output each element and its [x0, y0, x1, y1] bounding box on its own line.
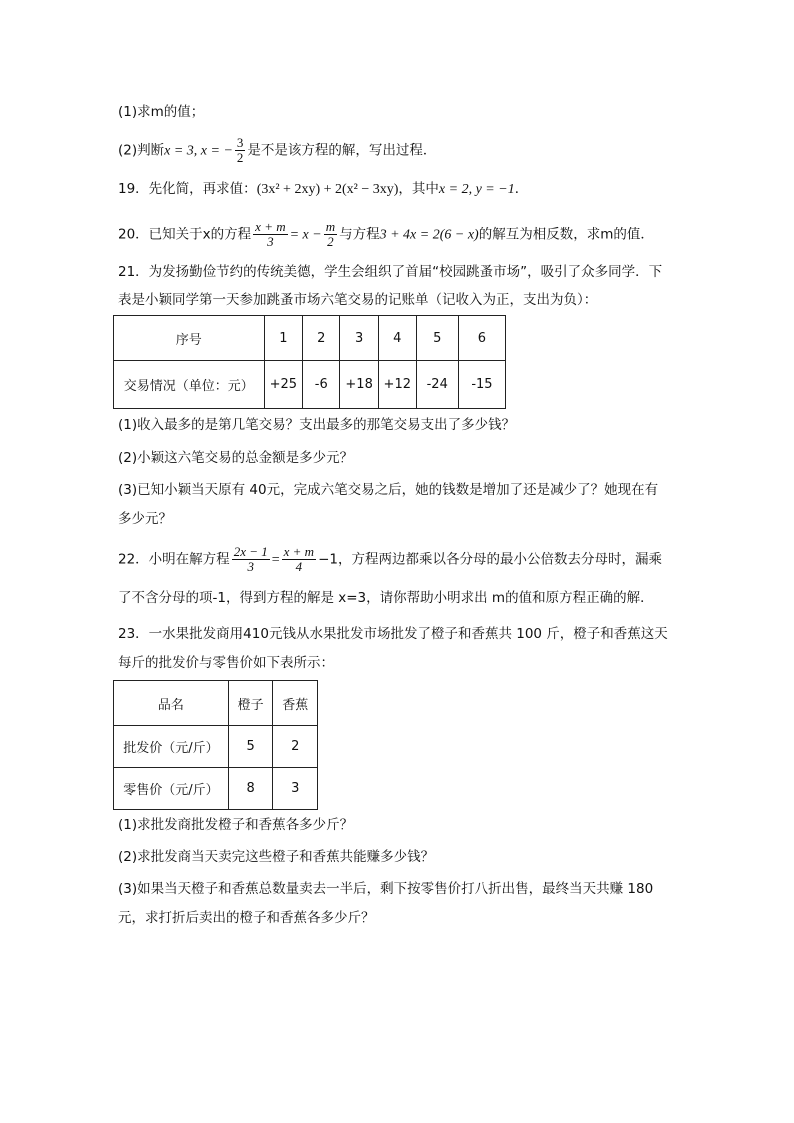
- header-num-cell: 2: [303, 316, 340, 361]
- fruit-table-row: [114, 726, 318, 768]
- q22-fraction-2: [282, 545, 316, 574]
- q20: [118, 220, 654, 249]
- q20-post: 的解互为相反数，求m的值．: [478, 226, 654, 243]
- fruit-header-cell: 品名: [114, 681, 229, 726]
- transaction-table: [113, 315, 506, 409]
- q19: [118, 179, 528, 200]
- value-cell: +18: [340, 361, 379, 409]
- q18-part2-pre: (2)判断: [118, 142, 165, 159]
- fruit-row-label: 批发价（元/斤）: [114, 726, 229, 768]
- value-cell: -6: [303, 361, 340, 409]
- q19-post: ．: [514, 181, 529, 197]
- q18-part2-eq: x = 3, x = −: [164, 143, 233, 159]
- q21-sub2: (2)小颖这六笔交易的总金额是多少元？: [118, 450, 354, 466]
- q22-line2: 了不含分母的项-1，得到方程的解是 x=3，请你帮助小明求出 m的值和原方程正确的解．: [118, 590, 654, 606]
- fruit-price-cell: 5: [228, 726, 273, 768]
- q22-frac1-den: 3: [247, 559, 254, 574]
- q20-frac1-num: x + m: [255, 219, 286, 234]
- q23-line1: 23．一水果批发商用410元钱从水果批发市场批发了橙子和香蕉共 100 斤，橙子和香蕉这天: [118, 626, 668, 642]
- fruit-price-cell: 3: [273, 768, 318, 810]
- fruit-header-cell: 橙子: [228, 681, 273, 726]
- header-num-cell: 5: [416, 316, 458, 361]
- q22-fraction-1: [232, 545, 270, 574]
- header-label-cell: 序号: [114, 316, 265, 361]
- q20-fraction-1: [253, 220, 287, 249]
- fruit-price-cell: 8: [228, 768, 273, 810]
- transaction-table-header-row: [114, 316, 506, 361]
- q21-sub3-line1: (3)已知小颖当天原有 40元，完成六笔交易之后，她的钱数是增加了还是减少了？她现在有: [118, 482, 659, 498]
- q22-frac2-num: x + m: [283, 544, 315, 559]
- q19-condition: x = 2, y = −1: [438, 182, 515, 197]
- fruit-table-header-row: [114, 681, 318, 726]
- q23-sub1: (1)求批发商批发橙子和香蕉各多少斤？: [118, 817, 354, 833]
- fruit-price-cell: 2: [273, 726, 318, 768]
- q23-sub3-line2: 元，求打折后卖出的橙子和香蕉各多少斤？: [118, 910, 375, 926]
- q22-pre: 22．小明在解方程: [118, 551, 230, 568]
- q18-frac-num: 3: [236, 135, 244, 150]
- q19-expression: (3x² + 2xy) + 2(x² − 3xy): [256, 182, 399, 197]
- q21-sub1: (1)收入最多的是第几笔交易？支出最多的那笔交易支出了多少钱？: [118, 417, 516, 433]
- transaction-table-value-row: [114, 361, 506, 409]
- q23-line2: 每斤的批发价与零售价如下表所示：: [118, 655, 334, 671]
- q18-part1: (1)求m的值；: [118, 104, 205, 120]
- value-cell: -24: [416, 361, 458, 409]
- q21-line2: 表是小颖同学第一天参加跳蚤市场六笔交易的记账单（记收入为正，支出为负）：: [118, 292, 598, 308]
- q19-pre: 19．先化简，再求值：: [118, 181, 257, 197]
- fruit-table-row: [114, 768, 318, 810]
- q18-frac-den: 2: [236, 150, 244, 165]
- q20-equation-2: 3 + 4x = 2(6 − x): [379, 227, 479, 243]
- fruit-header-cell: 香蕉: [273, 681, 318, 726]
- value-cell: -15: [458, 361, 505, 409]
- header-num-cell: 1: [264, 316, 303, 361]
- fruit-row-label: 零售价（元/斤）: [114, 768, 229, 810]
- q20-mid2: 与方程: [339, 226, 380, 243]
- q22-frac1-num: 2x − 1: [233, 544, 268, 559]
- q20-pre: 20．已知关于x的方程: [118, 226, 252, 243]
- header-num-cell: 4: [378, 316, 416, 361]
- q23-sub2: (2)求批发商当天卖完这些橙子和香蕉共能赚多少钱？: [118, 849, 435, 865]
- q20-fraction-2: [324, 220, 337, 249]
- q21-sub3-line2: 多少元？: [118, 511, 172, 527]
- q20-frac2-num: m: [325, 219, 336, 234]
- q18-part2: [118, 136, 436, 165]
- q19-mid: ，其中: [398, 181, 439, 197]
- value-cell: +25: [264, 361, 303, 409]
- q18-part2-post: 是不是该方程的解，写出过程．: [247, 142, 437, 159]
- q21-line1: 21．为发扬勤俭节约的传统美德，学生会组织了首届“校园跳蚤市场”，吸引了众多同学．下: [118, 264, 663, 280]
- q22-equals: =: [271, 552, 280, 568]
- row-label-cell: 交易情况（单位：元）: [114, 361, 265, 409]
- q23-sub3-line1: (3)如果当天橙子和香蕉总数量卖去一半后，剩下按零售价打八折出售，最终当天共赚 180: [118, 881, 654, 897]
- header-num-cell: 6: [458, 316, 505, 361]
- q22-line1: [118, 545, 662, 574]
- q22-frac2-den: 4: [295, 559, 303, 574]
- q18-fraction: [235, 136, 246, 165]
- value-cell: +12: [378, 361, 416, 409]
- fruit-price-table: [113, 680, 318, 810]
- q20-mid1: = x −: [289, 227, 322, 243]
- q20-frac1-den: 3: [267, 234, 274, 249]
- q22-post: −1，方程两边都乘以各分母的最小公倍数去分母时，漏乘: [318, 551, 662, 568]
- header-num-cell: 3: [340, 316, 379, 361]
- q20-frac2-den: 2: [327, 234, 334, 249]
